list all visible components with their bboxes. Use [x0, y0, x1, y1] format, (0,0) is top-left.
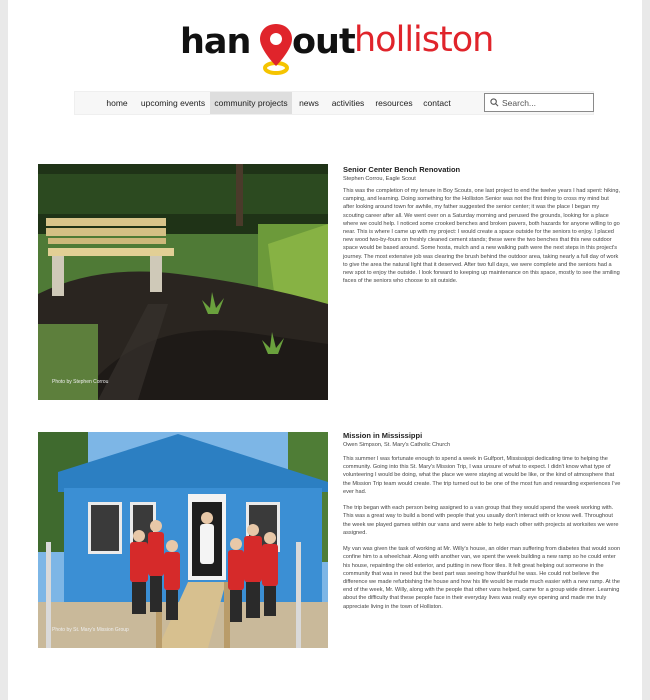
project-body — [343, 187, 621, 294]
site-logo[interactable] — [174, 12, 504, 76]
project-title: Senior Center Bench Renovation — [343, 165, 461, 174]
nav-item-news[interactable]: news — [299, 98, 319, 108]
bench-photo-icon — [38, 164, 328, 400]
map-pin-icon — [256, 20, 296, 78]
project-paragraph: This was the completion of my tenure in Boy Scouts, one last project to end the twelve years I had spent: hiking, camping, and learning. Doing something for the Holliston Senior was not the first thing to cross my mind but after looking around town for awhile, my father suggested the senior center; it was the place I began my scouting career after all. We went over on a Saturday morning and perused the grounds, looking for a place where we could help. I noticed some crooked benches and broken pavers, both hazards for anyone willing to go near. This is where I came up with my project: I would create a space outside for the seniors to enjoy. I placed new wood two-by-fours on freshly cleaned cement stands; these were the two benches that this new outdoor space would be based around. Some hosta, mulch and a new walking path were the next steps in this project's journey. The most extensive job was clearing the brush behind the outdoor area, taking nearly a full day of work to give the area the natural light that it deserved. After two full days, we were complete and the seniors had a new spot to enjoy the outside. I look forward to keeping up maintenance on this space, mostly to see the smiling faces of the seniors who choose to sit outside. — [343, 188, 621, 285]
nav-item-contact[interactable]: contact — [423, 98, 451, 108]
search-box[interactable] — [484, 93, 594, 112]
nav-item-home[interactable]: home — [106, 98, 128, 108]
project-paragraph: The trip began with each person being assigned to a van group that they would spend the week working with. This was a great way to build a bond with people that you usually don't interact with or know well. Throughout the week we played games within our vans and were able to help each other with projects at worksites we were assigned. — [343, 505, 619, 536]
group-photo-icon — [38, 432, 328, 648]
project-image-mission — [38, 432, 328, 668]
project-byline: Stephen Corrou, Eagle Scout — [343, 176, 416, 182]
logo-text-han: han — [180, 22, 251, 62]
nav-item-activities[interactable]: activities — [331, 98, 365, 108]
project-paragraph: My van was given the task of working at Mr. Willy's house, an older man suffering from diabetes that would soon confine him to a wheelchair. Along with another van, we spent the week building a new ramp so he could enter his house, repainting the old exterior, and putting in new floor tiles. It felt great helping out someone in the community that was in need but the best part was seeing how thankful he was. He could not believe the difference we made refurbishing the house and how his life would be made much easier with a new ramp. At the end of the week, Mr. Willy, along with the people that other vans helped, came for a group wide dinner. Learning about the difficulty that these people face in their everyday lives was really eye opening and made me truly appreciate living in the town of Holliston. — [343, 546, 621, 610]
project-title: Mission in Mississippi — [343, 431, 423, 440]
logo-text-out: out — [292, 22, 355, 62]
project-byline: Owen Simpson, St. Mary's Catholic Church — [343, 442, 451, 448]
project-paragraph: This summer I was fortunate enough to spend a week in Gulfport, Mississippi dedicating time to helping the community. Going into this St. Mary's Mission Trip, I was unsure of what to expect. I didn't know what type of volunteering I would be doing, what the place we were staying at would be like, or the kind of atmosphere that the Mission Trip team would create. The trip turned out to be one of the most fun and rewarding experiences I've ever had. — [343, 456, 621, 495]
logo-text-holliston: holliston — [354, 20, 494, 60]
nav-item-upcoming-events[interactable]: upcoming events — [140, 98, 206, 108]
page — [8, 0, 642, 700]
project-image-bench — [38, 164, 328, 400]
image-credit-bench: Photo by Stephen Corrou — [52, 379, 109, 385]
search-icon — [490, 98, 499, 107]
nav-item-community-projects[interactable]: community projects — [210, 92, 292, 114]
project-body — [343, 455, 621, 619]
nav-item-resources[interactable]: resources — [375, 98, 413, 108]
image-credit-mission: Photo by St. Mary's Mission Group — [52, 627, 129, 633]
search-input[interactable] — [502, 96, 590, 110]
